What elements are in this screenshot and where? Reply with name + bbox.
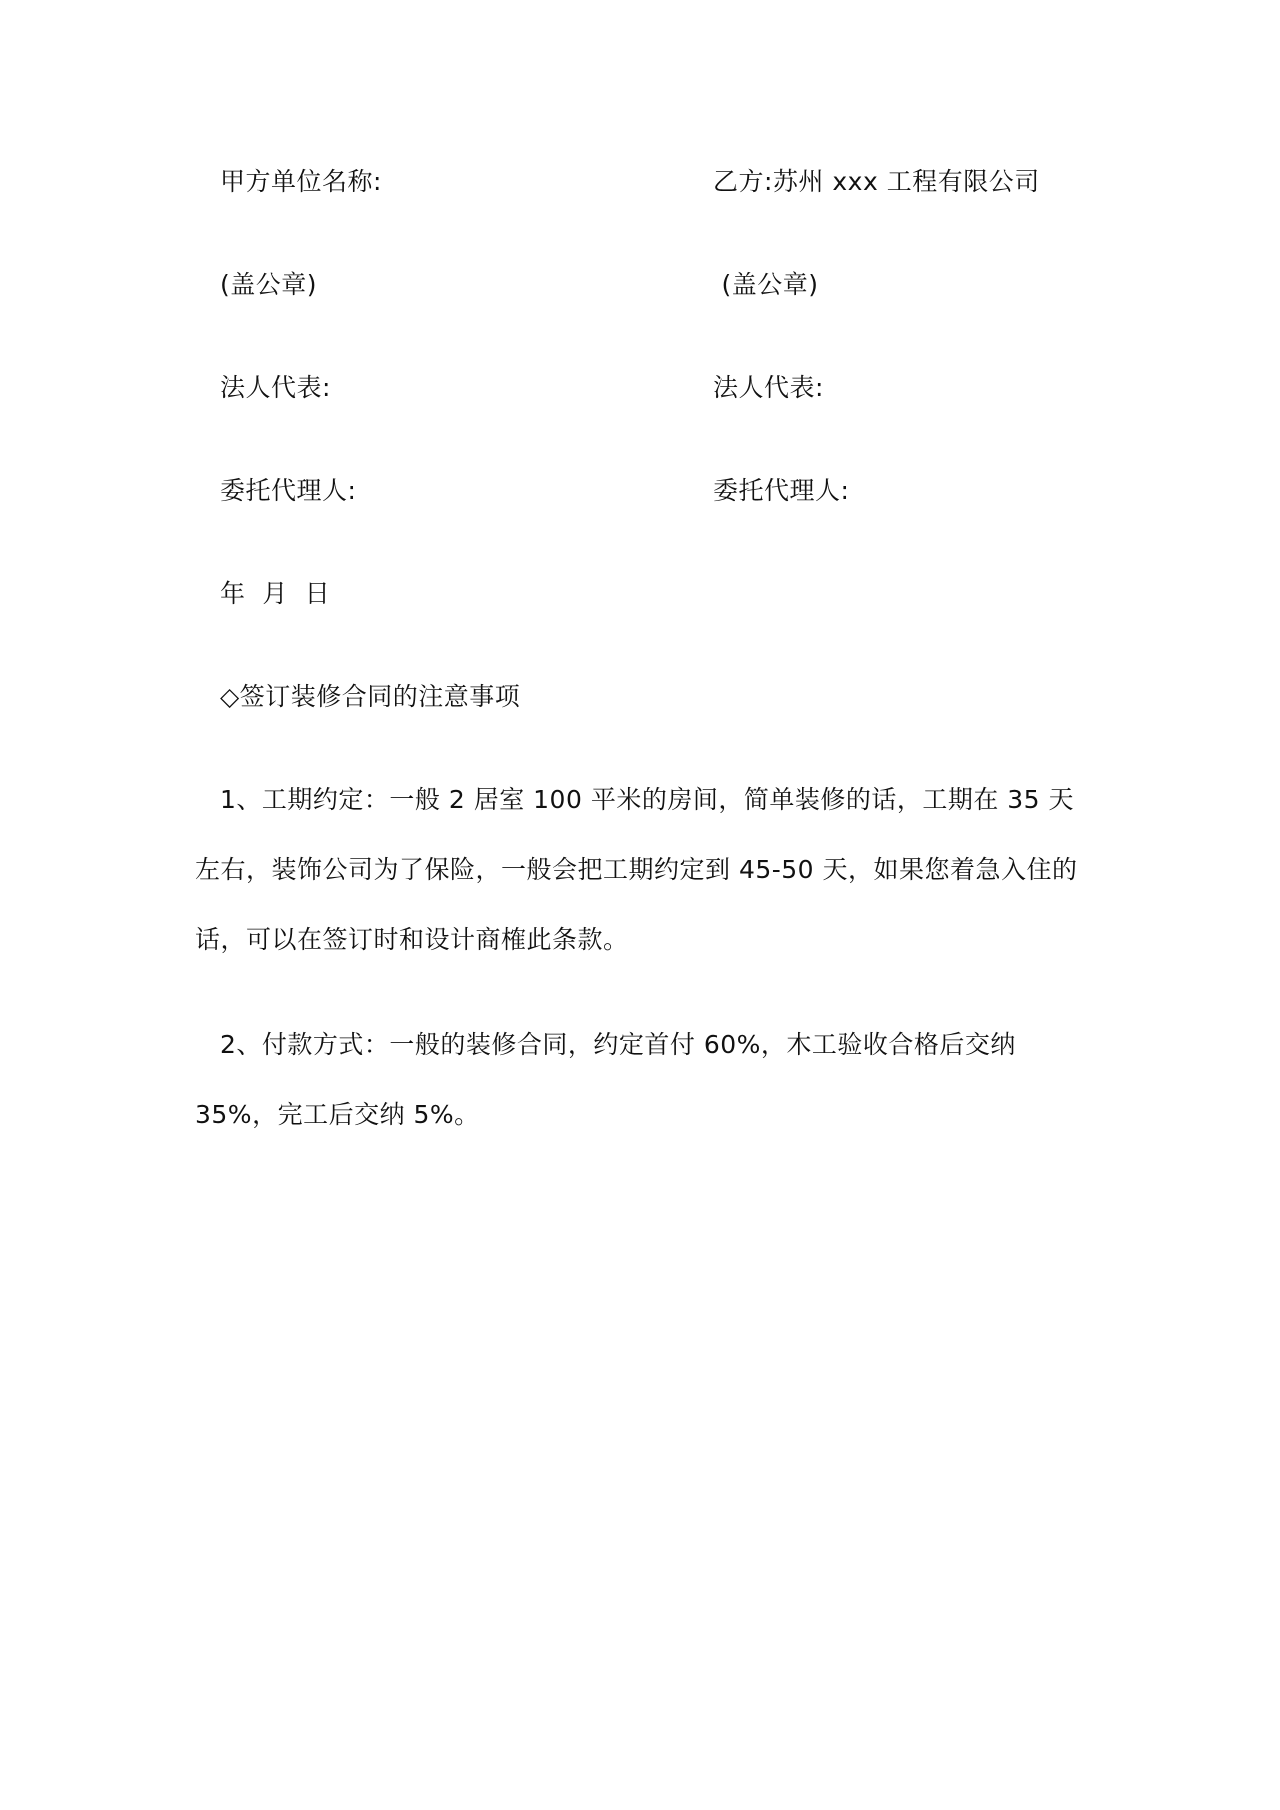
party-b-legal-rep: 法人代表:: [713, 373, 824, 402]
note-item-2: 2、付款方式：一般的装修合同，约定首付 60%，木工验收合格后交纳 35%，完工后交纳 5%。: [195, 1030, 1016, 1129]
party-a-legal-rep: 法人代表:: [220, 373, 331, 402]
party-b-seal: (盖公章): [713, 270, 819, 299]
party-a-seal: (盖公章): [220, 270, 318, 299]
party-a-agent: 委托代理人:: [220, 476, 357, 505]
note-item-1: 1、工期约定：一般 2 居室 100 平米的房间，简单装修的话，工期在 35 天左右，装饰公司为了保险，一般会把工期约定到 45-50 天，如果您着急入住的话，可以在签订时和设计商榷此条款。: [195, 785, 1078, 954]
party-a-name-label: 甲方单位名称:: [220, 167, 382, 196]
signing-date: 年 月 日: [220, 579, 331, 608]
notes-heading: ◇签订装修合同的注意事项: [220, 682, 521, 711]
party-b-agent: 委托代理人:: [713, 476, 850, 505]
party-b-name: 乙方:苏州 xxx 工程有限公司: [713, 167, 1040, 196]
